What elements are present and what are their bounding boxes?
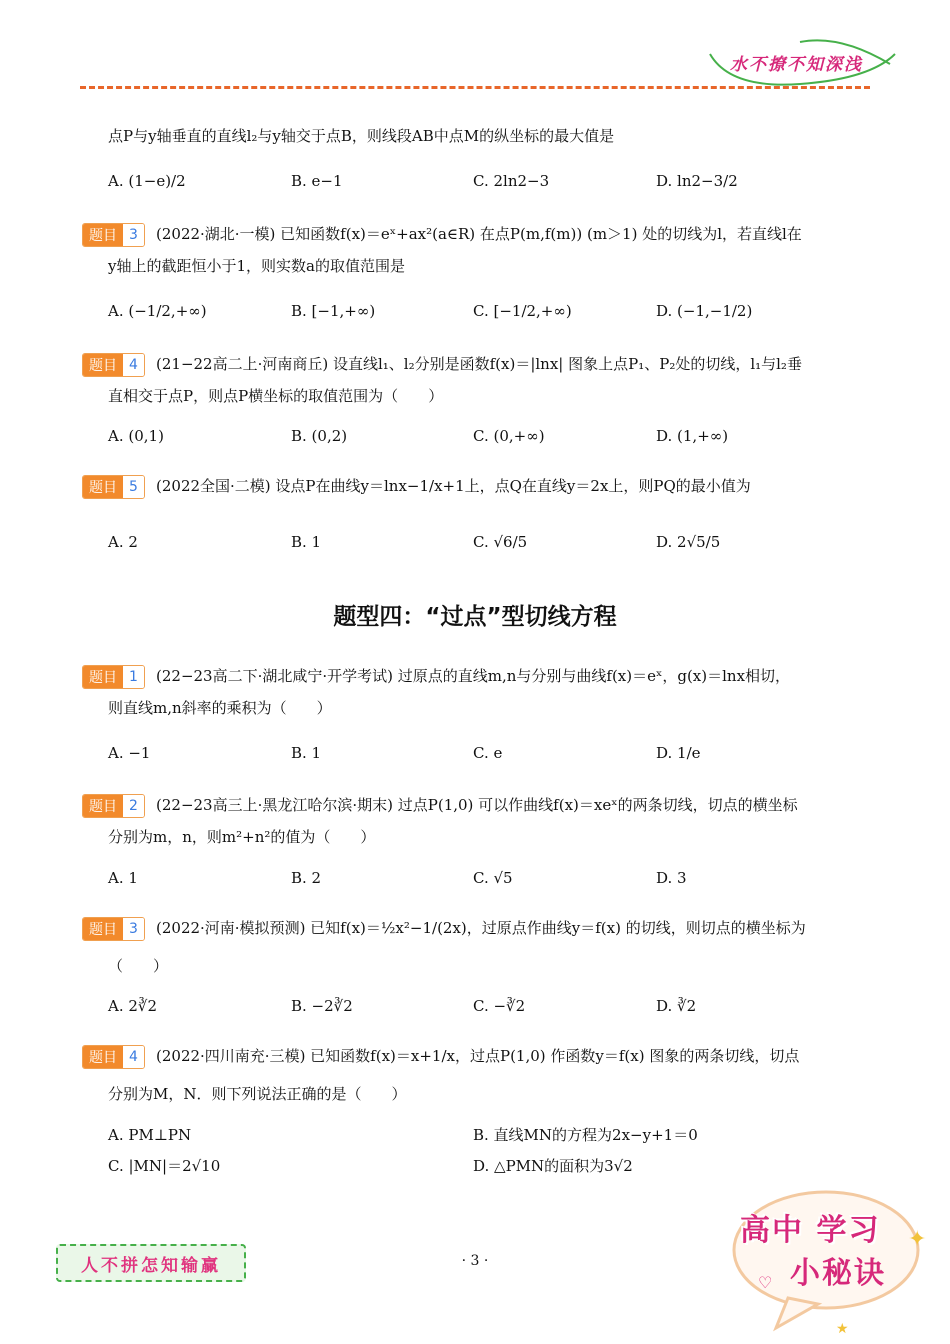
header-divider <box>80 86 870 89</box>
badge-line-2: 小秘诀 <box>790 1256 886 1291</box>
question-tag-number: 5 <box>123 476 144 498</box>
question-line: 则直线m,n斜率的乘积为（ ） <box>108 699 332 717</box>
question-tag-number: 4 <box>123 354 144 376</box>
question-option-a: A. 2∛2 <box>108 997 158 1015</box>
question-option-a: A. (0,1) <box>108 427 164 445</box>
question-option-a: A. −1 <box>108 744 151 762</box>
svg-text:♡: ♡ <box>758 1273 773 1292</box>
question-option-d: D. (−1,−1/2) <box>656 302 753 320</box>
question-tag <box>82 665 145 689</box>
question-tag <box>82 917 145 941</box>
question-line: (21−22高二上·河南商丘) 设直线l₁、l₂分别是函数f(x)＝|lnx| 图象上点P₁、P₂处的切线，l₁与l₂垂 <box>156 355 802 373</box>
question-tag <box>82 353 145 377</box>
question-option-b: B. [−1,+∞) <box>291 302 376 320</box>
question-tag-label: 题目 <box>83 918 123 940</box>
question-option-a: A. 1 <box>108 869 138 887</box>
question-line: 直相交于点P，则点P横坐标的取值范围为（ ） <box>108 387 444 405</box>
question-tag-label: 题目 <box>83 476 123 498</box>
question-tag <box>82 794 145 818</box>
question-tag-label: 题目 <box>83 666 123 688</box>
question-tag-number: 3 <box>123 224 144 246</box>
section-title: 题型四：“过点”型切线方程 <box>333 604 617 630</box>
question-line: 分别为M，N．则下列说法正确的是（ ） <box>108 1085 407 1103</box>
question-option-c: C. √5 <box>473 869 513 887</box>
question-tag-number: 4 <box>123 1046 144 1068</box>
svg-text:✦: ✦ <box>908 1227 927 1252</box>
question-option-d: D. (1,+∞) <box>656 427 729 445</box>
question-tag <box>82 223 145 247</box>
badge-line-1: 高中 学习 <box>740 1213 881 1248</box>
question-option-a: A. (−1/2,+∞) <box>108 302 207 320</box>
question-line: (22−23高二下·湖北咸宁·开学考试) 过原点的直线m,n与分别与曲线f(x)＝eˣ，g(x)＝lnx相切， <box>156 667 791 685</box>
svg-text:★: ★ <box>836 1321 849 1337</box>
page-number: · 3 · <box>461 1253 489 1269</box>
question-line: (2022·河南·模拟预测) 已知f(x)＝½x²−1/(2x)，过原点作曲线y＝f(x) 的切线，则切点的横坐标为 <box>156 919 806 937</box>
question-option-a: A. 2 <box>108 533 138 551</box>
question-option-d: D. △PMN的面积为3√2 <box>473 1157 633 1175</box>
question-option-c: C. (0,+∞) <box>473 427 545 445</box>
footer-stamp: 人不拼怎知输赢 <box>56 1244 246 1282</box>
question-option-b: B. (0,2) <box>291 427 348 445</box>
question-option-b: B. 2 <box>291 869 322 887</box>
question-option-c: C. −∛2 <box>473 997 526 1015</box>
question-line: (2022·四川南充·三模) 已知函数f(x)＝x+1/x，过点P(1,0) 作函数y＝f(x) 图象的两条切线，切点 <box>156 1047 800 1065</box>
question-tag-label: 题目 <box>83 795 123 817</box>
question-line: y轴上的截距恒小于1，则实数a的取值范围是 <box>108 257 405 275</box>
question-option-c: C. |MN|＝2√10 <box>108 1157 221 1175</box>
question-option-b: B. 1 <box>291 744 322 762</box>
question-line: (22−23高三上·黑龙江哈尔滨·期末) 过点P(1,0) 可以作曲线f(x)＝xeˣ的两条切线，切点的横坐标 <box>156 796 798 814</box>
question-option-d: D. 3 <box>656 869 687 887</box>
question-option-d: D. ∛2 <box>656 997 697 1015</box>
question-tag-label: 题目 <box>83 354 123 376</box>
question-tag <box>82 475 145 499</box>
question-option-d: D. 2√5/5 <box>656 533 721 551</box>
question-option-b: B. −2∛2 <box>291 997 353 1015</box>
question-option-c: C. √6/5 <box>473 533 528 551</box>
question-option-b: B. 直线MN的方程为2x−y+1＝0 <box>473 1126 698 1144</box>
question-tag-number: 2 <box>123 795 144 817</box>
question-tag-label: 题目 <box>83 224 123 246</box>
question-line: （ ） <box>108 957 169 975</box>
question-line: 分别为m，n，则m²+n²的值为（ ） <box>108 828 376 846</box>
question-tag-label: 题目 <box>83 1046 123 1068</box>
question-tag-number: 1 <box>123 666 144 688</box>
intro-option-a: A. (1−e)/2 <box>108 172 186 190</box>
intro-option-b: B. e−1 <box>291 172 343 190</box>
question-line: (2022全国·二模) 设点P在曲线y＝lnx−1/x+1上，点Q在直线y＝2x上，则PQ的最小值为 <box>156 477 751 495</box>
question-option-a: A. PM⊥PN <box>108 1126 192 1144</box>
question-option-b: B. 1 <box>291 533 322 551</box>
intro-line: 点P与y轴垂直的直线l₂与y轴交于点B，则线段AB中点M的纵坐标的最大值是 <box>108 127 615 145</box>
question-tag-number: 3 <box>123 918 144 940</box>
question-option-c: C. [−1/2,+∞) <box>473 302 572 320</box>
question-tag <box>82 1045 145 1069</box>
header-slogan: 水不撩不知深浅 <box>730 55 863 75</box>
intro-option-c: C. 2ln2−3 <box>473 172 550 190</box>
question-option-d: D. 1/e <box>656 744 701 762</box>
question-option-c: C. e <box>473 744 503 762</box>
intro-option-d: D. ln2−3/2 <box>656 172 738 190</box>
question-line: (2022·湖北·一模) 已知函数f(x)＝eˣ+ax²(a∈R) 在点P(m,f(m)) (m＞1) 处的切线为l，若直线l在 <box>156 225 802 243</box>
